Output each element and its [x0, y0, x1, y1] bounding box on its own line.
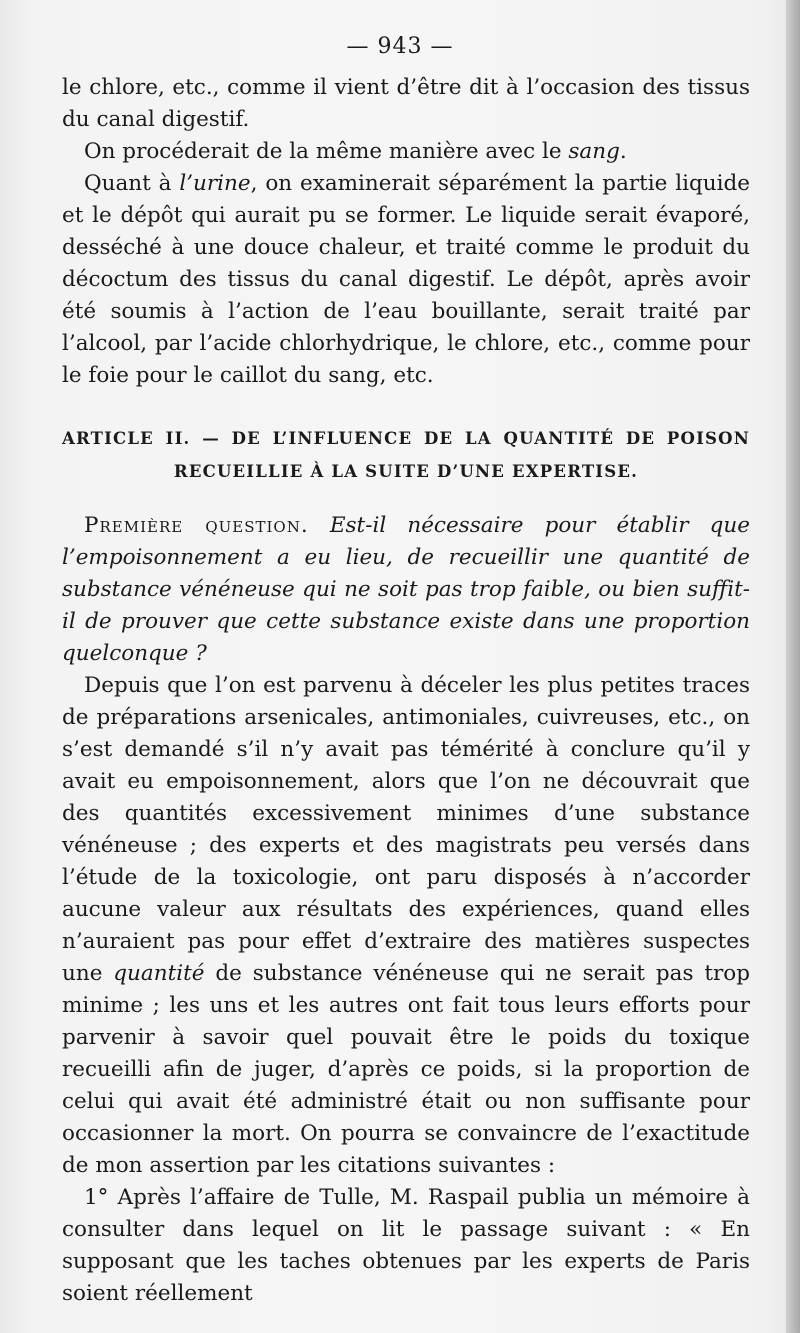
paragraph-p1	[62, 72, 750, 136]
paragraph-p2	[62, 136, 750, 168]
paragraph-p3	[62, 168, 750, 392]
page-edge-shadow	[786, 0, 800, 1333]
question-label: Première question.	[84, 513, 309, 538]
text-run: de substance vénéneuse qui ne serait pas trop minime ; les uns et les autres ont fait tous leurs efforts pour parvenir à savoir quel pouvait être le poids du toxique recueilli afin de juger, d’après ce poids, si la proportion de celui qui avait été administré était ou non suffisante pour occasionner la mort. On pourra se convaincre de l’exactitude de mon assertion par les citations suivantes :	[62, 961, 750, 1178]
page-number: — 943 —	[346, 34, 454, 59]
page-body	[62, 72, 750, 1310]
paragraph-p5	[62, 1182, 750, 1310]
article-heading-line-2: RECUEILLIE À LA SUITE D’UNE EXPERTISE.	[173, 462, 639, 481]
italic-text: l’urine	[179, 171, 251, 196]
body-paragraphs	[62, 670, 750, 1310]
question-text: Est-il nécessaire pour établir que l’empoisonnement a eu lieu, de recueillir une quantité de substance vénéneuse qui ne soit pas trop faible, ou bien suffit-il de prouver que cette substance existe dans une proportion quelconque ?	[62, 513, 750, 666]
paragraph-p4	[62, 670, 750, 1182]
article-heading-line-1: ARTICLE II. — DE L’INFLUENCE DE LA QUANTITÉ DE POISON	[62, 429, 750, 448]
italic-text: sang	[568, 139, 620, 164]
italic-text: quantité	[113, 961, 205, 986]
intro-paragraphs	[62, 72, 750, 392]
text-run: , on examinerait séparément la partie liquide et le dépôt qui aurait pu se former. Le liquide serait évaporé, desséché à une douce chaleur, et traité comme le produit du décoctum des tissus du canal digestif. Le dépôt, après avoir été soumis à l’action de l’eau bouillante, serait traité par l’alcool, par l’acide chlorhydrique, le chlore, etc., comme pour le foie pour le caillot du sang, etc.	[62, 171, 750, 388]
text-run: On procéderait de la même manière avec le	[84, 139, 569, 164]
text-run: le chlore, etc., comme il vient d’être dit à l’occasion des tissus du canal digestif.	[62, 75, 750, 132]
text-run: .	[619, 139, 627, 164]
text-run: Depuis que l’on est parvenu à déceler les plus petites traces de préparations arsenicales, antimoniales, cuivreuses, etc., on s’est demandé s’il n’y avait pas témérité à conclure qu’il y avait eu empoisonnement, alors que l’on ne découvrait que des quantités excessivement minimes d’une substance vénéneuse ; des experts et des magistrats peu versés dans l’étude de la toxicologie, ont paru disposés à n’accorder aucune valeur aux résultats des expériences, quand elles n’auraient pas pour effet d’extraire des matières suspectes une	[62, 673, 750, 986]
text-run: 1° Après l’affaire de Tulle, M. Raspail publia un mémoire à consulter dans lequel on lit le passage suivant : « En supposant que les taches obtenues par les experts de Paris soient réellement	[62, 1185, 750, 1306]
text-run: Quant à	[84, 171, 180, 196]
question-paragraph	[62, 510, 750, 670]
article-heading	[62, 422, 750, 488]
